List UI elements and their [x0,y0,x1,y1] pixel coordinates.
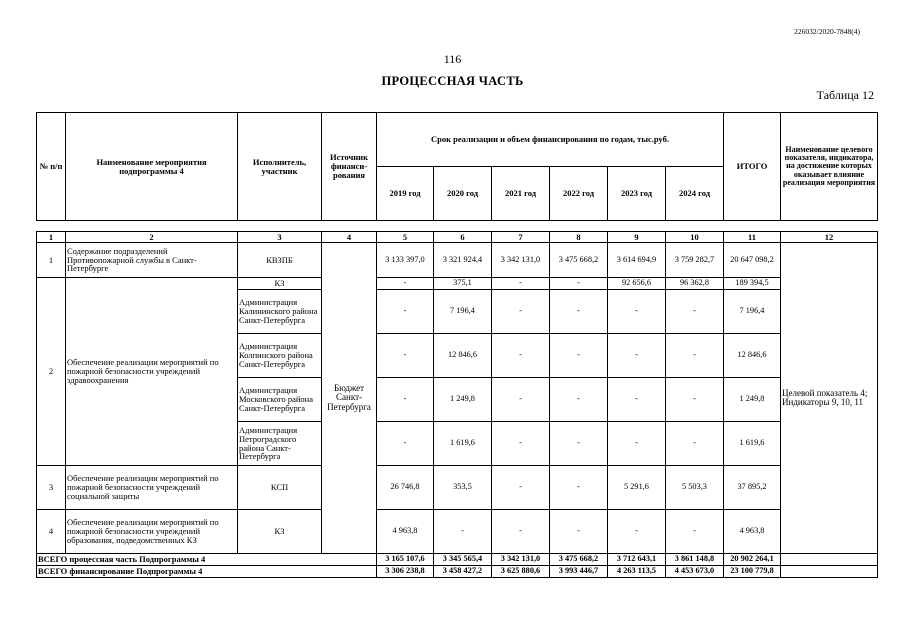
value-cell: - [550,334,608,378]
value-cell: - [377,334,434,378]
header-year: 2023 год [608,167,666,221]
column-number: 9 [608,232,666,243]
value-cell: - [666,334,724,378]
activity-name: Обеспечение реализации мероприятий по пожарной безопасности учреждений образования, подведомственных КЗ [66,510,238,554]
activity-name: Обеспечение реализации мероприятий по пожарной безопасности учреждений здравоохранения [66,278,238,466]
value-cell: - [377,422,434,466]
value-cell: 3 342 131,0 [492,554,550,566]
value-cell: 3 342 131,0 [492,243,550,278]
value-cell: 12 846,6 [434,334,492,378]
value-cell: 3 475 668,2 [550,554,608,566]
total-cell: 1 619,6 [724,422,781,466]
section-title: ПРОЦЕССНАЯ ЧАСТЬ [381,74,524,88]
total-cell: 1 249,8 [724,378,781,422]
value-cell: - [492,422,550,466]
value-cell: 5 291,6 [608,466,666,510]
executor: КЗ [238,278,322,290]
executor: Администрация Калининского района Санкт-Петербурга [238,290,322,334]
column-number-row [37,232,878,243]
value-cell: - [550,290,608,334]
row-number: 2 [37,278,66,466]
value-cell: - [492,378,550,422]
value-cell: - [666,290,724,334]
executor: КВЗПБ [238,243,322,278]
value-cell: - [492,278,550,290]
value-cell: - [550,466,608,510]
value-cell: - [492,466,550,510]
document-id: 226032/2020-7848(4) [794,27,860,36]
total-label: ВСЕГО финансирование Подпрограммы 4 [37,566,377,578]
header-year: 2024 год [666,167,724,221]
value-cell: - [666,378,724,422]
value-cell: 4 263 113,5 [608,566,666,578]
total-cell: 4 963,8 [724,510,781,554]
header-period: Срок реализации и объем финансирования по годам, тыс.руб. [377,113,724,167]
value-cell: 7 196,4 [434,290,492,334]
header-year: 2021 год [492,167,550,221]
value-cell: 92 656,6 [608,278,666,290]
value-cell: 3 625 880,6 [492,566,550,578]
value-cell: 3 861 148,8 [666,554,724,566]
indicator-cell: Целевой показатель 4; Индикаторы 9, 10, 11 [781,243,878,554]
value-cell: - [550,378,608,422]
value-cell: - [608,422,666,466]
value-cell: 3 321 924,4 [434,243,492,278]
value-cell: 3 475 668,2 [550,243,608,278]
value-cell: - [666,422,724,466]
total-label: ВСЕГО процессная часть Подпрограммы 4 [37,554,377,566]
value-cell: 4 963,8 [377,510,434,554]
value-cell: 3 993 446,7 [550,566,608,578]
value-cell: - [608,334,666,378]
header-num: № п/п [37,113,66,221]
value-cell: 3 614 694,9 [608,243,666,278]
activity-name: Содержание подразделений Противопожарной службы в Санкт-Петербурге [66,243,238,278]
table-row [37,466,878,510]
total-cell: 20 647 098,2 [724,243,781,278]
page-number: 116 [443,52,462,66]
row-number: 3 [37,466,66,510]
column-number: 10 [666,232,724,243]
value-cell: - [377,278,434,290]
value-cell: 3 133 397,0 [377,243,434,278]
table-row [37,243,878,278]
executor: КЗ [238,510,322,554]
column-number: 2 [66,232,238,243]
header-table [36,112,878,221]
value-cell: - [550,422,608,466]
value-cell: 3 165 107,6 [377,554,434,566]
header-indicator: Наименование целевого показателя, индикатора, на достижение которых оказывает влияние реализация мероприятия [781,113,878,221]
executor: КСП [238,466,322,510]
header-name: Наименование мероприятия подпрограммы 4 [66,113,238,221]
header-source: Источник финанси-рования [322,113,377,221]
value-cell: 375,1 [434,278,492,290]
executor: Администрация Колпинского района Санкт-Петербурга [238,334,322,378]
column-number: 8 [550,232,608,243]
value-cell: 3 712 643,1 [608,554,666,566]
total-cell: 37 895,2 [724,466,781,510]
value-cell: - [550,278,608,290]
column-number: 12 [781,232,878,243]
header-year: 2022 год [550,167,608,221]
column-number: 4 [322,232,377,243]
total-row [37,554,878,566]
value-cell: - [608,510,666,554]
header-total: ИТОГО [724,113,781,221]
empty-cell [781,566,878,578]
column-number: 5 [377,232,434,243]
total-cell: 189 394,5 [724,278,781,290]
value-cell: 1 619,6 [434,422,492,466]
row-number: 1 [37,243,66,278]
value-cell: 1 249,8 [434,378,492,422]
value-cell: 96 362,8 [666,278,724,290]
value-cell: 3 458 427,2 [434,566,492,578]
total-cell: 20 902 264,1 [724,554,781,566]
executor: Администрация Московского района Санкт-Петербурга [238,378,322,422]
value-cell: - [492,290,550,334]
value-cell: - [434,510,492,554]
row-number: 4 [37,510,66,554]
total-cell: 12 846,6 [724,334,781,378]
funding-source: Бюджет Санкт-Петербурга [322,243,377,554]
header-executor: Исполнитель, участник [238,113,322,221]
value-cell: - [492,510,550,554]
column-number: 6 [434,232,492,243]
data-table [36,231,878,578]
value-cell: 3 759 282,7 [666,243,724,278]
value-cell: - [377,290,434,334]
column-number: 3 [238,232,322,243]
header-year: 2019 год [377,167,434,221]
executor: Администрация Петроградского района Санкт-Петербурга [238,422,322,466]
table-row [37,510,878,554]
activity-name: Обеспечение реализации мероприятий по пожарной безопасности учреждений социальной защиты [66,466,238,510]
total-row [37,566,878,578]
value-cell: 3 306 238,8 [377,566,434,578]
value-cell: 26 746,8 [377,466,434,510]
value-cell: - [608,290,666,334]
value-cell: - [550,510,608,554]
value-cell: - [666,510,724,554]
column-number: 11 [724,232,781,243]
table-label: Таблица 12 [816,88,874,102]
value-cell: 5 503,3 [666,466,724,510]
value-cell: 3 345 565,4 [434,554,492,566]
value-cell: 353,5 [434,466,492,510]
total-cell: 7 196,4 [724,290,781,334]
header-year: 2020 год [434,167,492,221]
value-cell: - [377,378,434,422]
column-number: 7 [492,232,550,243]
value-cell: 4 453 673,0 [666,566,724,578]
table-row [37,278,878,290]
value-cell: - [608,378,666,422]
column-number: 1 [37,232,66,243]
empty-cell [781,554,878,566]
value-cell: - [492,334,550,378]
total-cell: 23 100 779,8 [724,566,781,578]
